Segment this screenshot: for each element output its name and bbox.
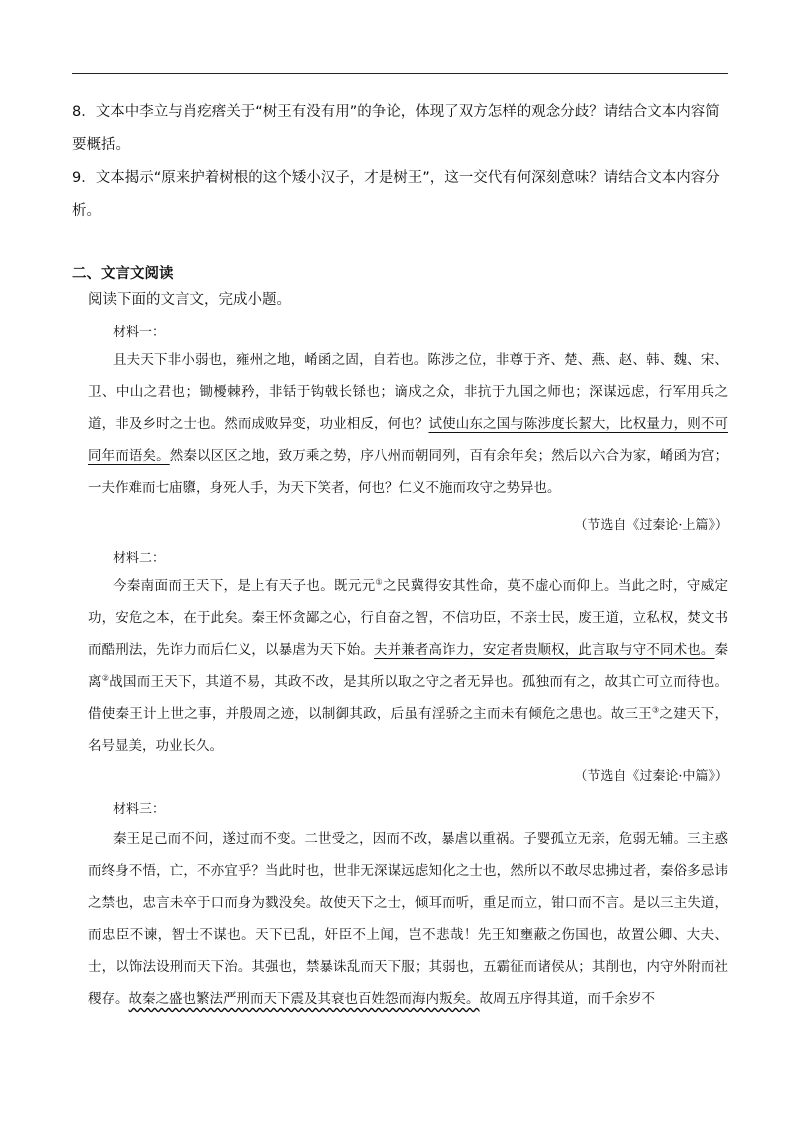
material-1-source: （节选自《过秦论·上篇》） <box>574 518 728 533</box>
material-2-part: 之民冀得安其性命，莫不虚心而仰上。当此之时，守威定功，安危之本，在于此矣。秦王怀贪鄙之心，行自奋之智，不信功臣，不亲士民，废王道，立私权，焚文书而酷刑法，先诈力而后仁义，以暴虐为天下始。 <box>88 578 729 658</box>
material-1-part: 然秦以区区之地，致万乘之势，序八州而朝同列，百有余年矣；然后以六合为家，崤函为宫；一夫作难而七庙隳，身死人手，为天下笑者，何也？仁义不施而攻守之势异也。 <box>88 448 729 496</box>
material-2-source: （节选自《过秦论·中篇》） <box>574 769 728 784</box>
section-instruction: 阅读下面的文言文，完成小题。 <box>88 292 291 308</box>
material-1-label: 材料一： <box>113 325 166 340</box>
header-divider <box>72 73 728 74</box>
material-3-label: 材料三： <box>113 802 166 817</box>
material-1-part: 且夫天下非小弱也，雍州之地，崤函之固，自若也。陈涉之位，非尊于齐、楚、燕、赵、韩、魏、宋、卫、中山之君也；锄櫌棘矜，非铦于钩戟长铩也；谪戍之众，非抗于九国之师也；深谋远虑，行军用兵之道，非及乡时之士也。然而成败异变，功业相反，何也？ <box>88 352 728 432</box>
footnote-marker: ① <box>375 577 383 587</box>
material-1-text <box>88 344 728 504</box>
footnote-marker: ② <box>101 673 110 683</box>
material-3-part: 秦王足己而不问，遂过而不变。二世受之，因而不改，暴虐以重祸。子婴孤立无亲，危弱无辅。三主惑而终身不悟，亡，不亦宜乎？当此时也，世非无深谋远虑知化之士也，然所以不敢尽忠拂过者，秦俗多忌讳之禁也，忠言未卒于口而身为戮没矣。故使天下之士，倾耳而听，重足而立，钳口而不言。是以三主失道，而忠臣不谏，智士不谋也。天下已乱，奸臣不上闻，岂不悲哉！先王知壅蔽之伤国也，故置公卿、大夫、士，以饰法设刑而天下治。其强也，禁暴诛乱而天下服；其弱也，五霸征而诸侯从；其削也，内守外附而社稷存。 <box>88 831 728 1007</box>
material-1-underlined-sentence: 试使山东之国与陈涉度长絜大，比权量力，则不可同年而语矣。 <box>88 416 729 464</box>
material-2-underlined-sentence: 夫并兼者高诈力，安定者贵顺权，此言取与守不同术也。 <box>374 642 715 658</box>
material-2-text <box>88 570 728 762</box>
material-3-part: 故周五序得其道，而千余岁不 <box>479 991 655 1007</box>
material-2-part: 战国而王天下，其道不易，其政不改，是其所以取之守之者无异也。孤独而有之，故其亡可立而待也。借使秦王计上世之事，并殷周之迹，以制御其政，后虽有淫骄之主而未有倾危之患也。故三王 <box>88 674 729 722</box>
question-9: 9．文本揭示“原来护着树根的这个矮小汉子，才是树王”，这一交代有何深刻意味？请结合文本内容分析。 <box>72 170 720 219</box>
material-2-part: 之建天下，名号显美，功业长久。 <box>88 706 729 754</box>
material-2-part: 秦离 <box>88 642 729 690</box>
material-3-wavy-underlined-sentence: 故秦之盛也繁法严刑而天下震及其衰也百姓怨而海内叛矣。 <box>128 991 480 1007</box>
material-2-part: 今秦南面而王天下，是上有天子也。既元元 <box>113 578 376 594</box>
section-title: 二、文言文阅读 <box>72 266 174 282</box>
question-8: 8．文本中李立与肖疙瘩关于“树王有没有用”的争论，体现了双方怎样的观念分歧？请结合文本内容简要概括。 <box>72 104 720 153</box>
material-2-label: 材料二： <box>113 551 166 566</box>
footnote-marker: ③ <box>652 705 660 715</box>
material-3-text <box>88 823 728 1015</box>
